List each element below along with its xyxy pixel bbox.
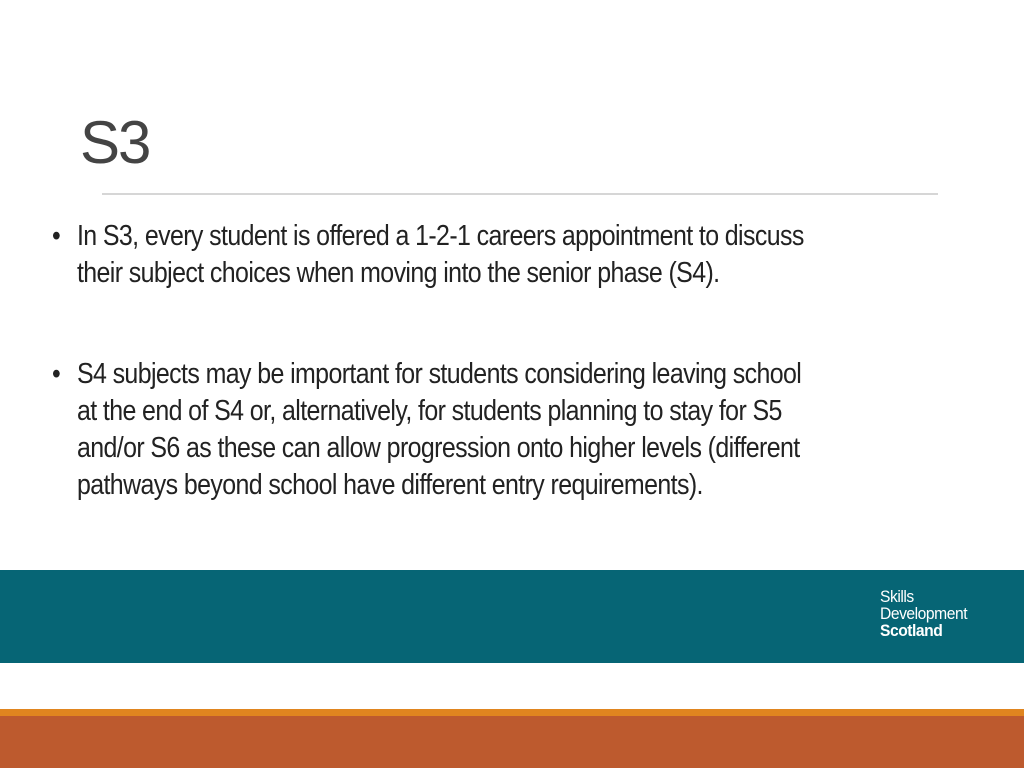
logo-line-skills: Skills	[880, 587, 914, 606]
footer-stripe-light	[0, 709, 1024, 716]
bullet-text: In S3, every student is offered a 1-2-1 careers appointment to discuss their subject choices when moving into the senior phase (S4).	[76, 220, 804, 289]
slide-title: S3	[80, 109, 150, 176]
bullet-list	[52, 218, 826, 568]
skills-development-scotland-logo	[880, 588, 967, 639]
logo-line-development: Development	[880, 604, 968, 623]
bullet-marker: •	[52, 358, 61, 390]
bullet-item	[52, 218, 826, 292]
footer-stripe-dark	[0, 716, 1024, 768]
bullet-item	[52, 356, 826, 504]
bullet-marker: •	[52, 220, 61, 252]
bullet-text: S4 subjects may be important for students considering leaving school at the end of S4 or, alternatively, for students planning to stay for S5 and/or S6 as these can allow progression onto higher levels (different pathways beyond school have different entry requirements).	[76, 358, 802, 501]
footer-band	[0, 570, 1024, 663]
logo-line-scotland: Scotland	[880, 621, 943, 640]
title-divider	[102, 193, 938, 195]
